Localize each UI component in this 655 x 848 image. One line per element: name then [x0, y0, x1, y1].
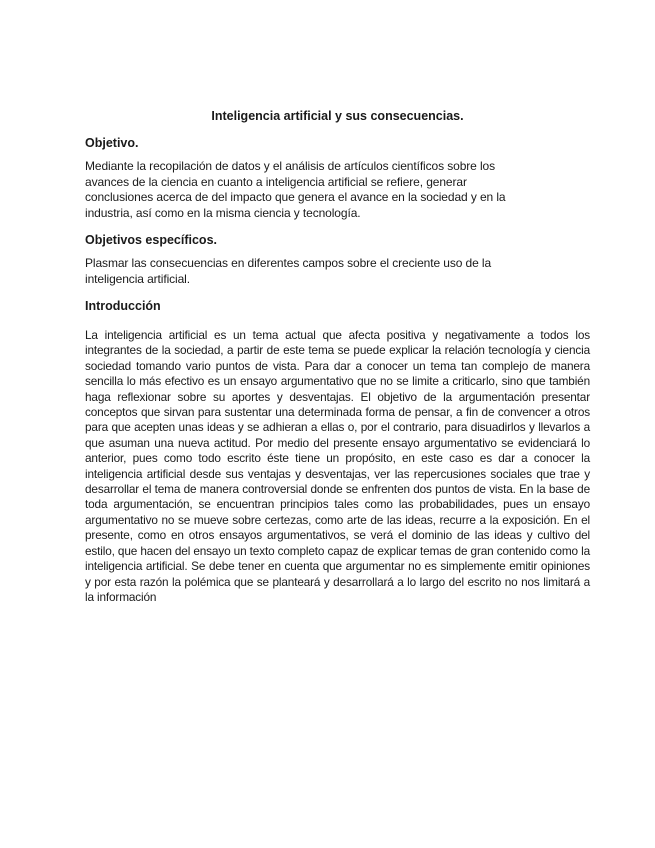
objetivo-paragraph: Mediante la recopilación de datos y el análisis de artículos científicos sobre los avances de la ciencia en cuanto a inteligencia artificial se refiere, generar conclusiones acerca de del impacto que genera el avance en la sociedad y en la industria, así como en la misma ciencia y tecnología. [85, 159, 506, 220]
objetivos-especificos-paragraph: Plasmar las consecuencias en diferentes campos sobre el creciente uso de la inteligencia artificial. [85, 256, 492, 286]
introduccion-paragraph: La inteligencia artificial es un tema actual que afecta positiva y negativamente a todos los integrantes de la sociedad, a partir de este tema se puede explicar la relación tecnología y ciencia sociedad tomando vario puntos de vista. Para dar a conocer un tema tan complejo de manera sencilla lo más efectivo es un ensayo argumentativo que no se limite a criticarlo, sino que también haga reflexionar sobre su aportes y desventajas. El objetivo de la argumentación presentar conceptos que sirvan para sustentar una determinada forma de pensar, a fin de convencer a otros para que acepten unas ideas y se adhieran a ellas o, por el contrario, para disuadirlos y llevarlos a que asuman una nueva actitud. Por medio del presente ensayo argumentativo se evidenciará lo anterior, pues como todo escrito éste tiene un propósito, en este caso es dar a conocer la inteligencia artificial desde sus ventajas y desventajas, ver las repercusiones sociales que trae y desarrollar el tema de manera controversial donde se enfrenten dos puntos de vista. En la base de toda argumentación, se encuentran principios tales como las probabilidades, pues un ensayo argumentativo no se mueve sobre certezas, como arte de las ideas, recurre a la exposición. En el presente, como en otros ensayos argumentativos, se verá el dominio de las ideas y cultivo del estilo, que hacen del ensayo un texto completo capaz de explicar temas de gran contenido como la inteligencia artificial. Se debe tener en cuenta que argumentar no es simplemente emitir opiniones y por esta razón la polémica que se planteará y desarrollará a lo largo del escrito no nos limitará a la información [85, 328, 590, 604]
objetivo-heading: Objetivo. [85, 136, 139, 150]
document-title: Inteligencia artificial y sus consecuencias. [211, 109, 464, 123]
introduccion-heading: Introducción [85, 299, 161, 313]
objetivos-especificos-heading: Objetivos específicos. [85, 233, 217, 247]
document-page [85, 108, 590, 605]
